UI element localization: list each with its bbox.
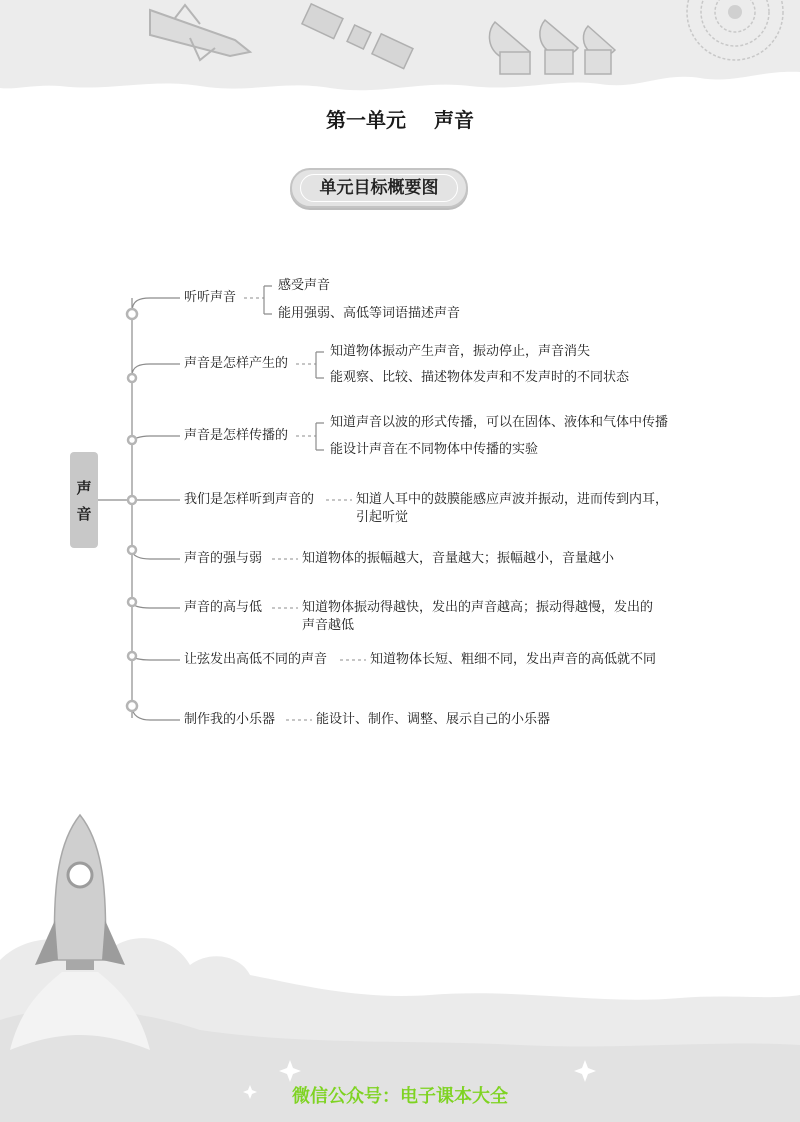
branch-label: 声音的高与低 [184,600,263,615]
branch-label: 听听声音 [184,290,237,305]
branch-label: 声音是怎样产生的 [184,356,289,371]
banner-title: 单元目标概要图 [290,168,468,208]
root-char-1: 声 [76,479,92,497]
branch-label: 让弦发出高低不同的声音 [184,652,328,667]
branch-detail: 能设计声音在不同物体中传播的实验 [330,442,539,457]
branch-detail: 声音越低 [302,618,355,633]
branch-detail: 知道物体振动得越快，发出的声音越高；振动得越慢，发出的 [302,600,654,615]
branch-detail: 感受声音 [278,278,331,293]
branch-label: 声音是怎样传播的 [184,428,289,443]
branch-label: 声音的强与弱 [184,551,263,566]
unit-label: 第一单元 [326,108,406,132]
unit-subject: 声音 [434,108,474,132]
branch-detail: 知道物体长短、粗细不同，发出声音的高低就不同 [370,652,657,667]
branch-detail: 知道物体振动产生声音，振动停止，声音消失 [330,344,591,359]
branch-label: 制作我的小乐器 [184,712,276,727]
footer-watermark: 微信公众号：电子课本大全 [292,1086,508,1107]
branch-detail: 知道声音以波的形式传播，可以在固体、液体和气体中传播 [330,415,669,430]
root-char-2: 音 [76,505,92,523]
branch-detail: 能观察、比较、描述物体发声和不发声时的不同状态 [330,370,630,385]
branch-detail: 能设计、制作、调整、展示自己的小乐器 [316,712,551,727]
branch-detail: 引起听觉 [356,510,409,525]
branch-label: 我们是怎样听到声音的 [184,492,315,507]
branch-detail: 能用强弱、高低等词语描述声音 [278,306,461,321]
branch-detail: 知道物体的振幅越大，音量越大；振幅越小，音量越小 [302,551,615,566]
branch-detail: 知道人耳中的鼓膜能感应声波并振动，进而传到内耳， [356,492,669,507]
mindmap-root [70,452,98,548]
